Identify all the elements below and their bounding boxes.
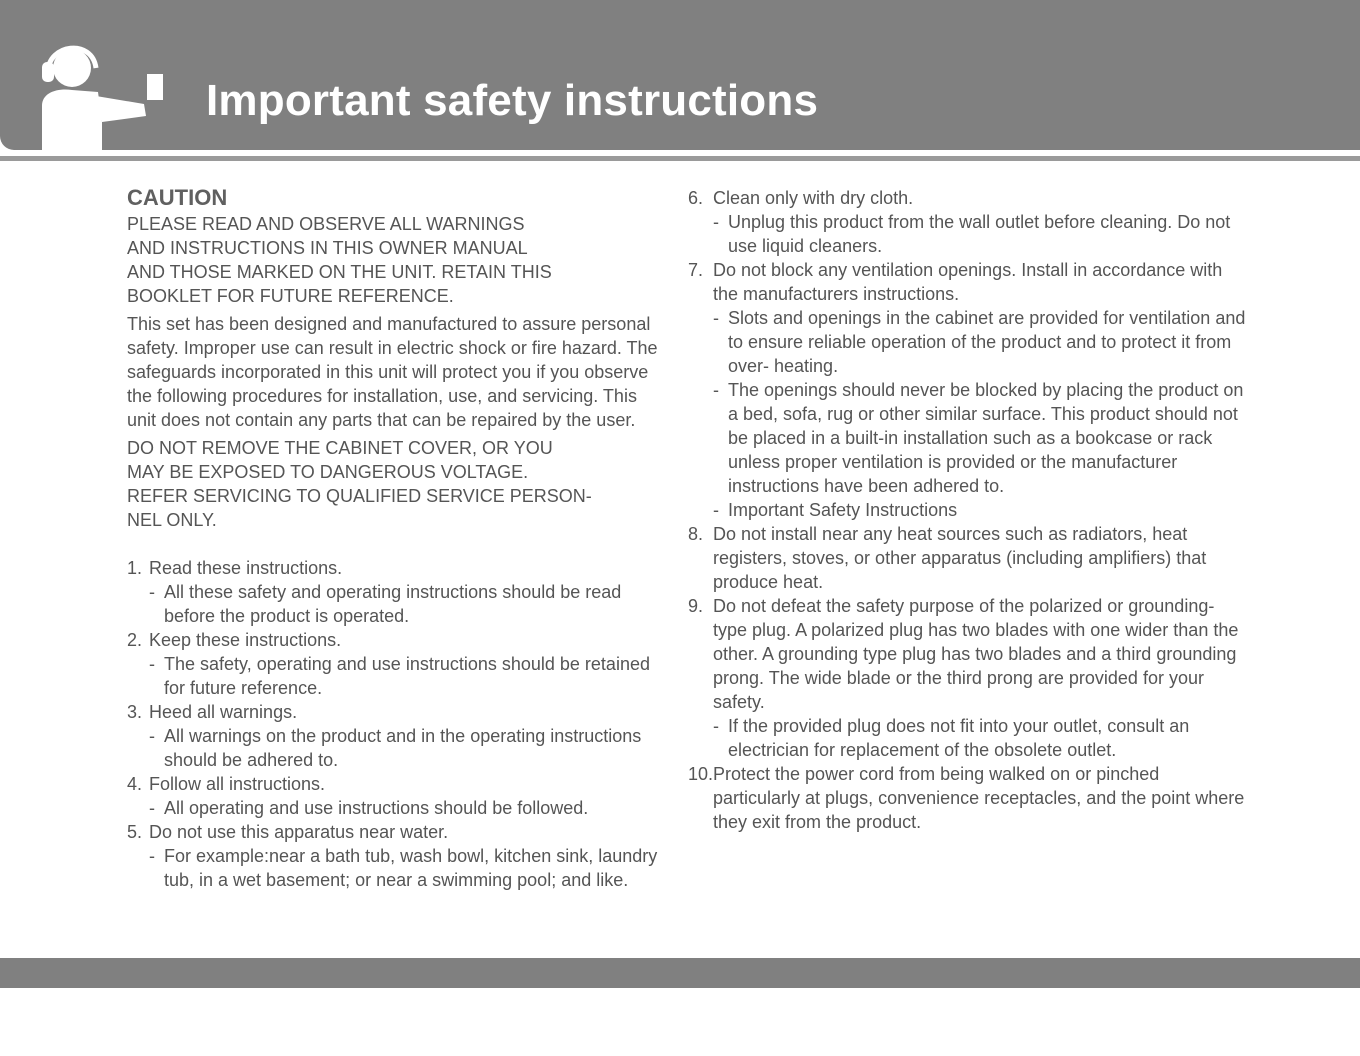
cabinet-warning: [127, 436, 667, 532]
instruction-item-4: [127, 772, 667, 820]
bullet-dash: -: [713, 308, 719, 328]
warning-line: NEL ONLY.: [127, 510, 217, 530]
page-title: Important safety instructions: [206, 76, 819, 125]
item-text: Do not use this apparatus near water.: [149, 822, 449, 842]
item-number: 2.: [127, 630, 143, 650]
bullet-dash: -: [149, 798, 155, 818]
instruction-item-6: [688, 186, 1248, 258]
caution-line: PLEASE READ AND OBSERVE ALL WARNINGS: [127, 214, 525, 234]
warning-line: MAY BE EXPOSED TO DANGEROUS VOLTAGE.: [127, 462, 529, 482]
item-number: 3.: [127, 702, 143, 722]
item-text: Heed all warnings.: [149, 702, 298, 722]
bullet-dash: -: [149, 726, 155, 746]
instruction-item-10: [688, 762, 1248, 834]
item-text: Read these instructions.: [149, 558, 343, 578]
item-text: Do not install near any heat sources such as radiators, heat registers, stoves, or other apparatus (including amplifiers) that produce heat.: [713, 524, 1207, 592]
bullet-dash: -: [713, 212, 719, 232]
instruction-item-3: [127, 700, 667, 772]
item-subtext: All these safety and operating instructions should be read before the product is operated.: [164, 582, 622, 626]
bullet-dash: -: [713, 716, 719, 736]
bullet-dash: -: [713, 380, 719, 400]
instruction-item-5: [127, 820, 667, 892]
item-number: 10.: [688, 764, 714, 784]
item-number: 9.: [688, 596, 704, 616]
warning-line: DO NOT REMOVE THE CABINET COVER, OR YOU: [127, 438, 553, 458]
item-subtext: All warnings on the product and in the operating instructions should be adhered to.: [164, 726, 642, 770]
bullet-dash: -: [713, 500, 719, 520]
item-subtext: The safety, operating and use instructions should be retained for future reference.: [164, 654, 650, 698]
item-number: 8.: [688, 524, 704, 544]
bullet-dash: -: [149, 846, 155, 866]
item-subtext: The openings should never be blocked by placing the product on a bed, sofa, rug or other similar surface. This product should not be placed in a built-in installation such as a bookcase or rack unless proper ventilation is provided or the manufacturer instructions have been adhered to.: [728, 380, 1244, 496]
bullet-dash: -: [149, 582, 155, 602]
warning-line: REFER SERVICING TO QUALIFIED SERVICE PERSON-: [127, 486, 592, 506]
item-text: Protect the power cord from being walked on or pinched particularly at plugs, convenience receptacles, and the point where they exit from the product.: [713, 764, 1245, 832]
item-number: 7.: [688, 260, 704, 280]
item-subtext: If the provided plug does not fit into your outlet, consult an electrician for replacement of the obsolete outlet.: [728, 716, 1190, 760]
caution-title: CAUTION: [127, 185, 228, 210]
header-divider: [0, 156, 1360, 161]
item-text: Do not block any ventilation openings. Install in accordance with the manufacturers instructions.: [713, 260, 1223, 304]
right-column: [688, 186, 1248, 834]
item-subtext: Important Safety Instructions: [728, 500, 958, 520]
item-subtext: Unplug this product from the wall outlet before cleaning. Do not use liquid cleaners.: [728, 212, 1231, 256]
item-number: 5.: [127, 822, 143, 842]
safety-paragraph: This set has been designed and manufactured to assure personal safety. Improper use can result in electric shock or fire hazard. The safeguards incorporated in this unit will protect you if you observe the following procedures for installation, use, and servicing. This unit does not contain any parts that can be repaired by the user.: [127, 314, 658, 430]
instruction-item-7: [688, 258, 1248, 522]
caution-line: BOOKLET FOR FUTURE REFERENCE.: [127, 286, 454, 306]
item-text: Keep these instructions.: [149, 630, 342, 650]
item-number: 6.: [688, 188, 704, 208]
item-subtext: For example:near a bath tub, wash bowl, kitchen sink, laundry tub, in a wet basement; or near a swimming pool; and like.: [164, 846, 658, 890]
caution-line: AND INSTRUCTIONS IN THIS OWNER MANUAL: [127, 238, 528, 258]
header-banner: [0, 0, 1360, 150]
item-number: 4.: [127, 774, 143, 794]
instruction-item-2: [127, 628, 667, 700]
bullet-dash: -: [149, 654, 155, 674]
caution-notice: [127, 212, 667, 308]
item-text: Do not defeat the safety purpose of the polarized or grounding-type plug. A polarized plug has two blades with one wider than the other. A grounding type plug has two blades and a third grounding prong. The wide blade or the third prong are provided for your safety.: [713, 596, 1239, 712]
left-column: [127, 184, 667, 892]
person-with-headphones-presenting-icon: [36, 30, 166, 150]
caution-line: AND THOSE MARKED ON THE UNIT. RETAIN THIS: [127, 262, 552, 282]
item-text: Clean only with dry cloth.: [713, 188, 914, 208]
instruction-item-1: [127, 556, 667, 628]
instruction-item-9: [688, 594, 1248, 762]
item-number: 1.: [127, 558, 143, 578]
item-subtext: All operating and use instructions should be followed.: [164, 798, 589, 818]
instruction-item-8: [688, 522, 1248, 594]
item-text: Follow all instructions.: [149, 774, 326, 794]
footer-bar: [0, 958, 1360, 988]
item-subtext: Slots and openings in the cabinet are provided for ventilation and to ensure reliable operation of the product and to protect it from over- heating.: [728, 308, 1246, 376]
